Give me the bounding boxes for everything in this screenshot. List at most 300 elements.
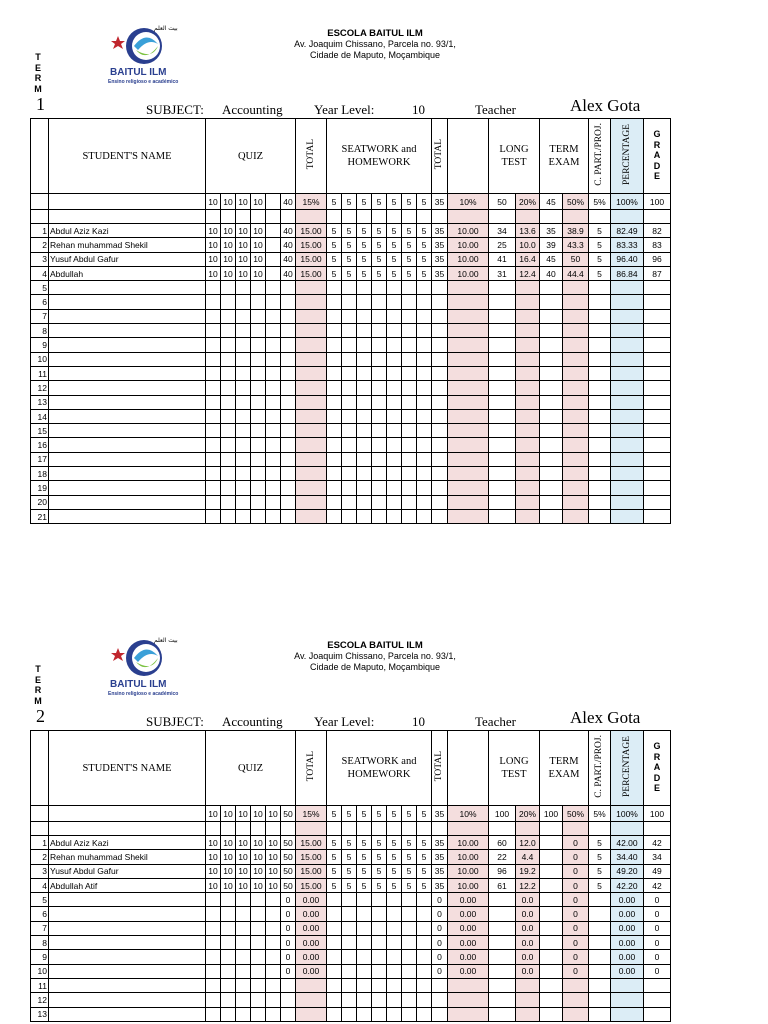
score-cell[interactable] bbox=[357, 395, 372, 409]
score-cell[interactable] bbox=[266, 395, 281, 409]
score-cell[interactable] bbox=[644, 424, 671, 438]
score-cell[interactable] bbox=[296, 352, 327, 366]
score-cell[interactable] bbox=[448, 509, 489, 523]
score-cell[interactable] bbox=[281, 352, 296, 366]
score-cell[interactable] bbox=[387, 452, 402, 466]
score-cell[interactable]: 15.00 bbox=[296, 878, 327, 892]
score-cell[interactable] bbox=[432, 481, 448, 495]
score-cell[interactable]: 5 bbox=[372, 878, 387, 892]
score-cell[interactable] bbox=[357, 950, 372, 964]
score-cell[interactable]: 10 bbox=[206, 266, 221, 280]
score-cell[interactable] bbox=[327, 893, 342, 907]
score-cell[interactable] bbox=[448, 281, 489, 295]
score-cell[interactable] bbox=[489, 409, 516, 423]
score-cell[interactable] bbox=[540, 836, 563, 850]
score-cell[interactable] bbox=[236, 438, 251, 452]
score-cell[interactable] bbox=[281, 395, 296, 409]
score-cell[interactable]: 5 bbox=[357, 864, 372, 878]
score-cell[interactable] bbox=[417, 338, 432, 352]
score-cell[interactable]: 5 bbox=[357, 836, 372, 850]
score-cell[interactable] bbox=[236, 921, 251, 935]
score-cell[interactable]: 5 bbox=[342, 878, 357, 892]
score-cell[interactable] bbox=[266, 352, 281, 366]
score-cell[interactable]: 40 bbox=[281, 252, 296, 266]
score-cell[interactable] bbox=[448, 324, 489, 338]
score-cell[interactable] bbox=[251, 481, 266, 495]
score-cell[interactable] bbox=[387, 921, 402, 935]
score-cell[interactable]: 40 bbox=[281, 266, 296, 280]
score-cell[interactable] bbox=[644, 324, 671, 338]
score-cell[interactable] bbox=[372, 395, 387, 409]
score-cell[interactable] bbox=[387, 907, 402, 921]
score-cell[interactable] bbox=[296, 481, 327, 495]
score-cell[interactable] bbox=[540, 295, 563, 309]
score-cell[interactable]: 10 bbox=[251, 238, 266, 252]
score-cell[interactable] bbox=[372, 893, 387, 907]
score-cell[interactable] bbox=[281, 338, 296, 352]
score-cell[interactable] bbox=[611, 366, 644, 380]
score-cell[interactable] bbox=[266, 438, 281, 452]
score-cell[interactable] bbox=[327, 424, 342, 438]
score-cell[interactable] bbox=[357, 324, 372, 338]
score-cell[interactable] bbox=[266, 338, 281, 352]
score-cell[interactable] bbox=[611, 993, 644, 1007]
score-cell[interactable] bbox=[357, 509, 372, 523]
score-cell[interactable]: 0 bbox=[281, 907, 296, 921]
score-cell[interactable] bbox=[417, 907, 432, 921]
student-name[interactable]: Abdullah bbox=[49, 266, 206, 280]
score-cell[interactable] bbox=[448, 309, 489, 323]
score-cell[interactable] bbox=[540, 438, 563, 452]
score-cell[interactable] bbox=[432, 467, 448, 481]
score-cell[interactable]: 5 bbox=[402, 266, 417, 280]
score-cell[interactable]: 0.00 bbox=[296, 964, 327, 978]
score-cell[interactable] bbox=[327, 452, 342, 466]
score-cell[interactable] bbox=[417, 936, 432, 950]
score-cell[interactable] bbox=[221, 481, 236, 495]
student-name[interactable] bbox=[49, 964, 206, 978]
score-cell[interactable]: 10 bbox=[251, 252, 266, 266]
score-cell[interactable] bbox=[327, 950, 342, 964]
student-name[interactable]: Rehan muhammad Shekil bbox=[49, 850, 206, 864]
score-cell[interactable]: 35 bbox=[432, 836, 448, 850]
score-cell[interactable] bbox=[589, 509, 611, 523]
score-cell[interactable] bbox=[372, 907, 387, 921]
score-cell[interactable]: 0 bbox=[432, 921, 448, 935]
score-cell[interactable] bbox=[221, 381, 236, 395]
score-cell[interactable] bbox=[221, 395, 236, 409]
score-cell[interactable]: 5 bbox=[387, 266, 402, 280]
score-cell[interactable] bbox=[489, 324, 516, 338]
score-cell[interactable] bbox=[281, 424, 296, 438]
score-cell[interactable]: 0 bbox=[432, 907, 448, 921]
score-cell[interactable] bbox=[644, 409, 671, 423]
score-cell[interactable] bbox=[372, 452, 387, 466]
score-cell[interactable] bbox=[387, 424, 402, 438]
score-cell[interactable] bbox=[540, 850, 563, 864]
score-cell[interactable]: 10 bbox=[251, 850, 266, 864]
score-cell[interactable] bbox=[402, 409, 417, 423]
score-cell[interactable] bbox=[589, 366, 611, 380]
score-cell[interactable] bbox=[402, 395, 417, 409]
score-cell[interactable] bbox=[342, 893, 357, 907]
score-cell[interactable] bbox=[221, 950, 236, 964]
score-cell[interactable] bbox=[432, 324, 448, 338]
score-cell[interactable] bbox=[266, 993, 281, 1007]
score-cell[interactable]: 0.00 bbox=[296, 921, 327, 935]
score-cell[interactable] bbox=[402, 907, 417, 921]
score-cell[interactable]: 34 bbox=[644, 850, 671, 864]
score-cell[interactable]: 5 bbox=[387, 850, 402, 864]
score-cell[interactable] bbox=[357, 281, 372, 295]
score-cell[interactable] bbox=[489, 936, 516, 950]
student-name[interactable] bbox=[49, 978, 206, 992]
score-cell[interactable] bbox=[342, 467, 357, 481]
score-cell[interactable] bbox=[206, 509, 221, 523]
score-cell[interactable] bbox=[342, 309, 357, 323]
score-cell[interactable] bbox=[489, 281, 516, 295]
score-cell[interactable] bbox=[342, 395, 357, 409]
score-cell[interactable]: 5 bbox=[327, 850, 342, 864]
score-cell[interactable] bbox=[236, 366, 251, 380]
score-cell[interactable] bbox=[432, 1007, 448, 1021]
score-cell[interactable] bbox=[589, 395, 611, 409]
score-cell[interactable] bbox=[644, 309, 671, 323]
score-cell[interactable] bbox=[417, 481, 432, 495]
score-cell[interactable] bbox=[387, 893, 402, 907]
student-name[interactable] bbox=[49, 452, 206, 466]
score-cell[interactable] bbox=[251, 467, 266, 481]
score-cell[interactable] bbox=[266, 978, 281, 992]
score-cell[interactable] bbox=[327, 467, 342, 481]
score-cell[interactable] bbox=[540, 409, 563, 423]
score-cell[interactable] bbox=[266, 495, 281, 509]
score-cell[interactable]: 0 bbox=[563, 964, 589, 978]
score-cell[interactable]: 10 bbox=[266, 864, 281, 878]
score-cell[interactable] bbox=[236, 1007, 251, 1021]
score-cell[interactable] bbox=[516, 467, 540, 481]
score-cell[interactable] bbox=[516, 452, 540, 466]
score-cell[interactable] bbox=[387, 964, 402, 978]
score-cell[interactable] bbox=[402, 950, 417, 964]
score-cell[interactable]: 0 bbox=[432, 893, 448, 907]
score-cell[interactable]: 5 bbox=[387, 878, 402, 892]
score-cell[interactable] bbox=[206, 964, 221, 978]
score-cell[interactable] bbox=[417, 366, 432, 380]
score-cell[interactable] bbox=[516, 338, 540, 352]
score-cell[interactable]: 42 bbox=[644, 836, 671, 850]
student-name[interactable] bbox=[49, 893, 206, 907]
score-cell[interactable] bbox=[644, 481, 671, 495]
score-cell[interactable] bbox=[372, 324, 387, 338]
score-cell[interactable]: 43.3 bbox=[563, 238, 589, 252]
score-cell[interactable] bbox=[644, 338, 671, 352]
score-cell[interactable] bbox=[221, 438, 236, 452]
score-cell[interactable]: 0 bbox=[644, 921, 671, 935]
score-cell[interactable]: 0 bbox=[281, 964, 296, 978]
score-cell[interactable] bbox=[563, 978, 589, 992]
score-cell[interactable] bbox=[611, 281, 644, 295]
score-cell[interactable] bbox=[221, 467, 236, 481]
score-cell[interactable] bbox=[236, 381, 251, 395]
score-cell[interactable] bbox=[251, 409, 266, 423]
score-cell[interactable] bbox=[540, 993, 563, 1007]
score-cell[interactable] bbox=[251, 452, 266, 466]
score-cell[interactable]: 10 bbox=[236, 238, 251, 252]
score-cell[interactable] bbox=[327, 381, 342, 395]
score-cell[interactable] bbox=[266, 309, 281, 323]
score-cell[interactable] bbox=[327, 324, 342, 338]
score-cell[interactable] bbox=[206, 936, 221, 950]
score-cell[interactable]: 5 bbox=[357, 238, 372, 252]
score-cell[interactable] bbox=[417, 309, 432, 323]
score-cell[interactable] bbox=[266, 452, 281, 466]
score-cell[interactable] bbox=[432, 438, 448, 452]
score-cell[interactable] bbox=[281, 481, 296, 495]
score-cell[interactable] bbox=[281, 1007, 296, 1021]
score-cell[interactable]: 61 bbox=[489, 878, 516, 892]
score-cell[interactable] bbox=[489, 295, 516, 309]
score-cell[interactable] bbox=[589, 467, 611, 481]
score-cell[interactable]: 10 bbox=[221, 836, 236, 850]
score-cell[interactable] bbox=[251, 295, 266, 309]
score-cell[interactable] bbox=[251, 381, 266, 395]
score-cell[interactable]: 0 bbox=[563, 950, 589, 964]
score-cell[interactable] bbox=[611, 495, 644, 509]
student-name[interactable]: Rehan muhammad Shekil bbox=[49, 238, 206, 252]
score-cell[interactable] bbox=[236, 964, 251, 978]
score-cell[interactable] bbox=[296, 993, 327, 1007]
score-cell[interactable] bbox=[236, 281, 251, 295]
score-cell[interactable] bbox=[221, 366, 236, 380]
score-cell[interactable] bbox=[540, 864, 563, 878]
score-cell[interactable] bbox=[296, 338, 327, 352]
score-cell[interactable]: 10 bbox=[251, 266, 266, 280]
student-name[interactable] bbox=[49, 381, 206, 395]
score-cell[interactable]: 5 bbox=[342, 224, 357, 238]
score-cell[interactable]: 0 bbox=[644, 907, 671, 921]
score-cell[interactable] bbox=[206, 438, 221, 452]
score-cell[interactable]: 10 bbox=[206, 238, 221, 252]
score-cell[interactable] bbox=[372, 467, 387, 481]
score-cell[interactable] bbox=[611, 438, 644, 452]
score-cell[interactable] bbox=[611, 352, 644, 366]
score-cell[interactable]: 5 bbox=[372, 224, 387, 238]
score-cell[interactable]: 5 bbox=[589, 864, 611, 878]
score-cell[interactable]: 35 bbox=[432, 864, 448, 878]
score-cell[interactable] bbox=[251, 352, 266, 366]
score-cell[interactable]: 5 bbox=[402, 850, 417, 864]
score-cell[interactable] bbox=[448, 467, 489, 481]
score-cell[interactable] bbox=[357, 907, 372, 921]
score-cell[interactable] bbox=[563, 509, 589, 523]
score-cell[interactable]: 10 bbox=[221, 864, 236, 878]
score-cell[interactable] bbox=[516, 281, 540, 295]
score-cell[interactable] bbox=[644, 438, 671, 452]
score-cell[interactable] bbox=[327, 295, 342, 309]
score-cell[interactable]: 60 bbox=[489, 836, 516, 850]
score-cell[interactable] bbox=[589, 281, 611, 295]
score-cell[interactable] bbox=[236, 907, 251, 921]
score-cell[interactable] bbox=[327, 309, 342, 323]
score-cell[interactable] bbox=[489, 309, 516, 323]
score-cell[interactable] bbox=[357, 381, 372, 395]
student-name[interactable] bbox=[49, 993, 206, 1007]
score-cell[interactable] bbox=[540, 964, 563, 978]
score-cell[interactable] bbox=[563, 395, 589, 409]
score-cell[interactable] bbox=[387, 950, 402, 964]
score-cell[interactable]: 10 bbox=[206, 878, 221, 892]
score-cell[interactable] bbox=[589, 1007, 611, 1021]
score-cell[interactable] bbox=[432, 978, 448, 992]
score-cell[interactable] bbox=[387, 936, 402, 950]
score-cell[interactable] bbox=[489, 495, 516, 509]
score-cell[interactable] bbox=[489, 452, 516, 466]
score-cell[interactable] bbox=[251, 921, 266, 935]
score-cell[interactable]: 5 bbox=[357, 850, 372, 864]
score-cell[interactable] bbox=[448, 352, 489, 366]
score-cell[interactable] bbox=[206, 381, 221, 395]
score-cell[interactable] bbox=[372, 295, 387, 309]
score-cell[interactable] bbox=[372, 936, 387, 950]
student-name[interactable] bbox=[49, 352, 206, 366]
score-cell[interactable] bbox=[432, 509, 448, 523]
score-cell[interactable] bbox=[221, 409, 236, 423]
score-cell[interactable]: 5 bbox=[417, 252, 432, 266]
score-cell[interactable] bbox=[611, 1007, 644, 1021]
score-cell[interactable] bbox=[448, 452, 489, 466]
score-cell[interactable] bbox=[402, 295, 417, 309]
score-cell[interactable]: 5 bbox=[327, 878, 342, 892]
score-cell[interactable] bbox=[206, 281, 221, 295]
score-cell[interactable] bbox=[221, 509, 236, 523]
score-cell[interactable] bbox=[402, 495, 417, 509]
score-cell[interactable]: 5 bbox=[342, 252, 357, 266]
score-cell[interactable] bbox=[387, 509, 402, 523]
score-cell[interactable] bbox=[402, 509, 417, 523]
score-cell[interactable] bbox=[236, 893, 251, 907]
score-cell[interactable]: 41 bbox=[489, 252, 516, 266]
score-cell[interactable] bbox=[357, 295, 372, 309]
score-cell[interactable] bbox=[281, 993, 296, 1007]
score-cell[interactable] bbox=[563, 495, 589, 509]
score-cell[interactable] bbox=[266, 281, 281, 295]
score-cell[interactable] bbox=[540, 509, 563, 523]
score-cell[interactable]: 0.00 bbox=[448, 907, 489, 921]
score-cell[interactable]: 50 bbox=[281, 878, 296, 892]
score-cell[interactable]: 15.00 bbox=[296, 864, 327, 878]
score-cell[interactable]: 34 bbox=[489, 224, 516, 238]
score-cell[interactable]: 5 bbox=[342, 850, 357, 864]
score-cell[interactable]: 10 bbox=[221, 266, 236, 280]
score-cell[interactable] bbox=[342, 978, 357, 992]
score-cell[interactable] bbox=[357, 438, 372, 452]
score-cell[interactable]: 5 bbox=[327, 836, 342, 850]
score-cell[interactable] bbox=[296, 978, 327, 992]
score-cell[interactable]: 10.00 bbox=[448, 878, 489, 892]
score-cell[interactable] bbox=[589, 452, 611, 466]
score-cell[interactable] bbox=[417, 1007, 432, 1021]
score-cell[interactable]: 39 bbox=[540, 238, 563, 252]
score-cell[interactable] bbox=[417, 950, 432, 964]
score-cell[interactable] bbox=[206, 921, 221, 935]
score-cell[interactable]: 10 bbox=[221, 252, 236, 266]
score-cell[interactable] bbox=[563, 452, 589, 466]
score-cell[interactable] bbox=[281, 467, 296, 481]
score-cell[interactable] bbox=[432, 352, 448, 366]
score-cell[interactable] bbox=[387, 352, 402, 366]
score-cell[interactable] bbox=[342, 452, 357, 466]
score-cell[interactable] bbox=[372, 309, 387, 323]
score-cell[interactable]: 10 bbox=[236, 836, 251, 850]
score-cell[interactable] bbox=[357, 936, 372, 950]
score-cell[interactable]: 0 bbox=[644, 936, 671, 950]
score-cell[interactable]: 5 bbox=[387, 238, 402, 252]
score-cell[interactable]: 0.0 bbox=[516, 921, 540, 935]
score-cell[interactable] bbox=[417, 467, 432, 481]
score-cell[interactable] bbox=[221, 424, 236, 438]
score-cell[interactable] bbox=[221, 964, 236, 978]
score-cell[interactable] bbox=[417, 978, 432, 992]
score-cell[interactable] bbox=[448, 338, 489, 352]
score-cell[interactable] bbox=[402, 481, 417, 495]
score-cell[interactable] bbox=[589, 950, 611, 964]
score-cell[interactable]: 0.0 bbox=[516, 936, 540, 950]
score-cell[interactable]: 87 bbox=[644, 266, 671, 280]
score-cell[interactable] bbox=[206, 452, 221, 466]
score-cell[interactable]: 0.00 bbox=[611, 950, 644, 964]
score-cell[interactable] bbox=[417, 438, 432, 452]
score-cell[interactable] bbox=[266, 921, 281, 935]
score-cell[interactable] bbox=[372, 993, 387, 1007]
score-cell[interactable] bbox=[206, 467, 221, 481]
score-cell[interactable] bbox=[589, 481, 611, 495]
score-cell[interactable]: 5 bbox=[327, 252, 342, 266]
score-cell[interactable] bbox=[563, 424, 589, 438]
score-cell[interactable] bbox=[206, 978, 221, 992]
score-cell[interactable] bbox=[236, 481, 251, 495]
score-cell[interactable]: 5 bbox=[327, 864, 342, 878]
score-cell[interactable] bbox=[327, 978, 342, 992]
score-cell[interactable] bbox=[342, 324, 357, 338]
score-cell[interactable] bbox=[266, 266, 281, 280]
score-cell[interactable] bbox=[432, 424, 448, 438]
score-cell[interactable] bbox=[417, 409, 432, 423]
score-cell[interactable] bbox=[251, 509, 266, 523]
score-cell[interactable] bbox=[387, 467, 402, 481]
score-cell[interactable]: 5 bbox=[402, 864, 417, 878]
score-cell[interactable]: 5 bbox=[357, 266, 372, 280]
score-cell[interactable] bbox=[281, 324, 296, 338]
score-cell[interactable]: 0 bbox=[563, 864, 589, 878]
score-cell[interactable] bbox=[251, 978, 266, 992]
score-cell[interactable] bbox=[296, 1007, 327, 1021]
score-cell[interactable] bbox=[327, 509, 342, 523]
score-cell[interactable] bbox=[402, 452, 417, 466]
score-cell[interactable] bbox=[327, 495, 342, 509]
score-cell[interactable]: 35 bbox=[540, 224, 563, 238]
score-cell[interactable]: 10 bbox=[266, 850, 281, 864]
score-cell[interactable] bbox=[372, 481, 387, 495]
score-cell[interactable] bbox=[357, 409, 372, 423]
score-cell[interactable] bbox=[402, 324, 417, 338]
student-name[interactable]: Abdul Aziz Kazi bbox=[49, 224, 206, 238]
score-cell[interactable] bbox=[281, 366, 296, 380]
score-cell[interactable]: 10 bbox=[266, 878, 281, 892]
student-name[interactable] bbox=[49, 509, 206, 523]
score-cell[interactable]: 5 bbox=[387, 252, 402, 266]
student-name[interactable] bbox=[49, 1007, 206, 1021]
